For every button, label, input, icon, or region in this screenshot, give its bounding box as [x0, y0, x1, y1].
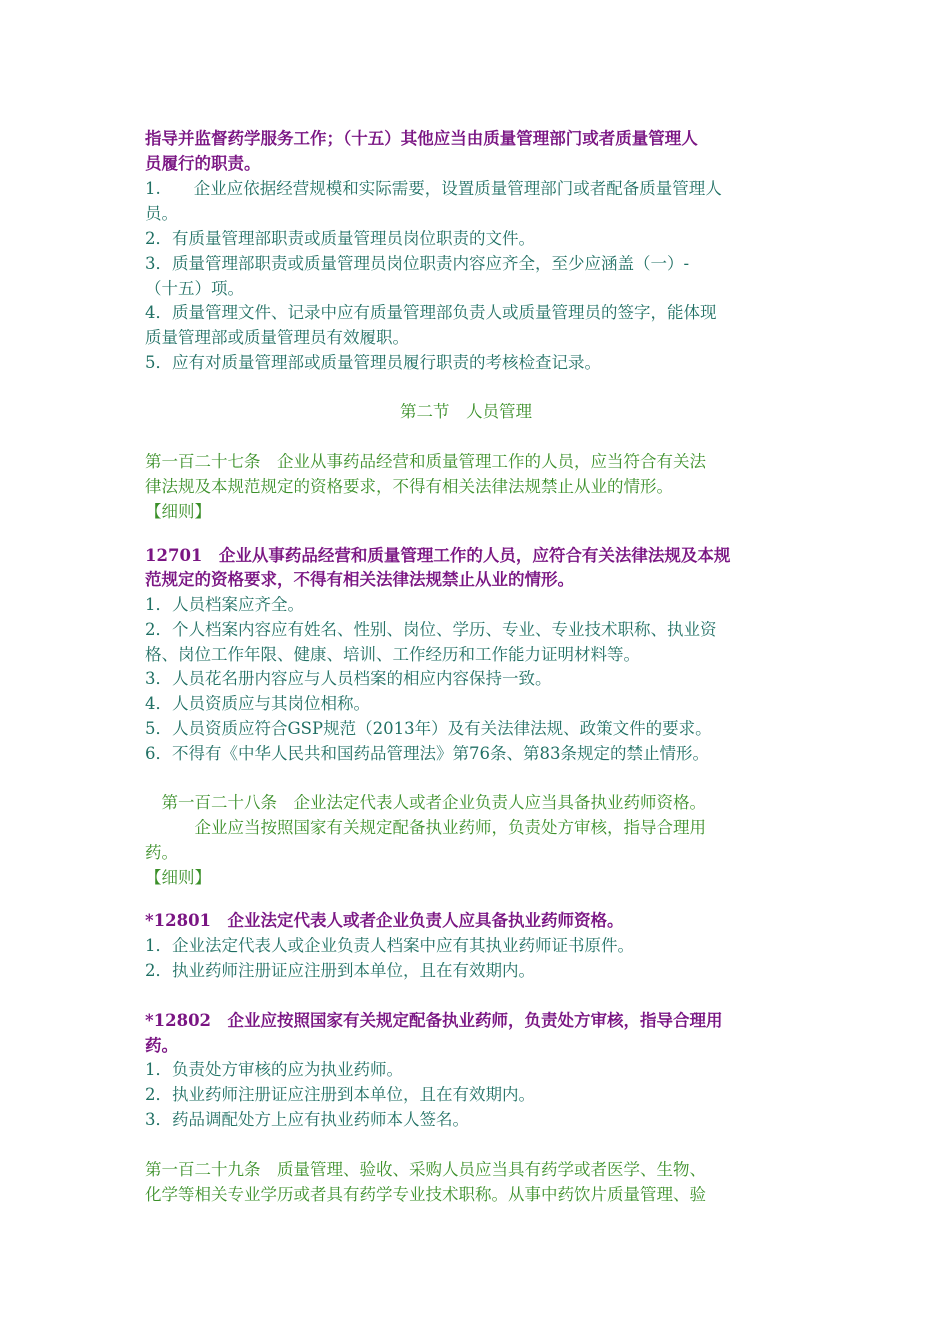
block1-item-line: 员。: [145, 204, 178, 223]
rule-12802-item-line: 3．药品调配处方上应有执业药师本人签名。: [145, 1110, 469, 1129]
article-128-detail-label: 【细则】: [145, 868, 211, 887]
block1-item-line: 4．质量管理文件、记录中应有质量管理部负责人或质量管理员的签字，能体现: [145, 303, 717, 322]
rule-12801-item-line: 2．执业药师注册证应注册到本单位，且在有效期内。: [145, 961, 535, 980]
rule-12701-item-line: 5．人员资质应符合GSP规范（2013年）及有关法律法规、政策文件的要求。: [145, 719, 712, 738]
block1-item-line: 1. 企业应依据经营规模和实际需要，设置质量管理部门或者配备质量管理人: [145, 179, 722, 198]
article-129-line-1: 第一百二十九条 质量管理、验收、采购人员应当具有药学或者医学、生物、: [145, 1160, 706, 1179]
rule-12701-item-line: 4．人员资质应与其岗位相称。: [145, 694, 370, 713]
rule-12701-item-line: 6．不得有《中华人民共和国药品管理法》第76条、第83条规定的禁止情形。: [145, 744, 709, 763]
rule-12701-item-line: 1．人员档案应齐全。: [145, 595, 304, 614]
block1-item-line: 5．应有对质量管理部或质量管理员履行职责的考核检查记录。: [145, 353, 601, 372]
block1-heading-line-1: 指导并监督药学服务工作；（十五）其他应当由质量管理部门或者质量管理人: [145, 129, 698, 148]
rule-12802-heading-line-1: *12802 企业应按照国家有关规定配备执业药师，负责处方审核，指导合理用: [145, 1011, 723, 1030]
rule-12802-heading-line-2: 药。: [145, 1036, 178, 1055]
rule-12801-item-line: 1．企业法定代表人或企业负责人档案中应有其执业药师证书原件。: [145, 936, 634, 955]
article-127-line-2: 律法规及本规范规定的资格要求，不得有相关法律法规禁止从业的情形。: [145, 477, 673, 496]
rule-12701-item-line: 格、岗位工作年限、健康、培训、工作经历和工作能力证明材料等。: [145, 645, 640, 664]
rule-12701-item-line: 2．个人档案内容应有姓名、性别、岗位、学历、专业、专业技术职称、执业资: [145, 620, 717, 639]
block1-item-line: 质量管理部或质量管理员有效履职。: [145, 328, 409, 347]
article-128-line-1: 第一百二十八条 企业法定代表人或者企业负责人应当具备执业药师资格。: [145, 793, 706, 812]
rule-12701-heading-line-1: 12701 企业从事药品经营和质量管理工作的人员，应符合有关法律法规及本规: [145, 546, 731, 565]
block1-item-line: 2．有质量管理部职责或质量管理员岗位职责的文件。: [145, 229, 535, 248]
article-128-line-2: 企业应当按照国家有关规定配备执业药师，负责处方审核，指导合理用: [145, 818, 706, 837]
rule-12802-item-line: 1．负责处方审核的应为执业药师。: [145, 1060, 403, 1079]
block1-item-line: （十五）项。: [145, 279, 244, 298]
block1-item-line: 3．质量管理部职责或质量管理员岗位职责内容应齐全，至少应涵盖（一）-: [145, 254, 690, 273]
article-129-line-2: 化学等相关专业学历或者具有药学专业技术职称。从事中药饮片质量管理、验: [145, 1185, 706, 1204]
rule-12801-heading: *12801 企业法定代表人或者企业负责人应具备执业药师资格。: [145, 911, 624, 930]
rule-12701-heading-line-2: 范规定的资格要求，不得有相关法律法规禁止从业的情形。: [145, 570, 574, 589]
article-127-line-1: 第一百二十七条 企业从事药品经营和质量管理工作的人员，应当符合有关法: [145, 452, 706, 471]
section-title: 第二节 人员管理: [400, 402, 532, 421]
article-127-detail-label: 【细则】: [145, 502, 211, 521]
rule-12701-item-line: 3．人员花名册内容应与人员档案的相应内容保持一致。: [145, 669, 552, 688]
block1-heading-line-2: 员履行的职责。: [145, 154, 261, 173]
rule-12802-item-line: 2．执业药师注册证应注册到本单位，且在有效期内。: [145, 1085, 535, 1104]
article-128-line-3: 药。: [145, 843, 178, 862]
